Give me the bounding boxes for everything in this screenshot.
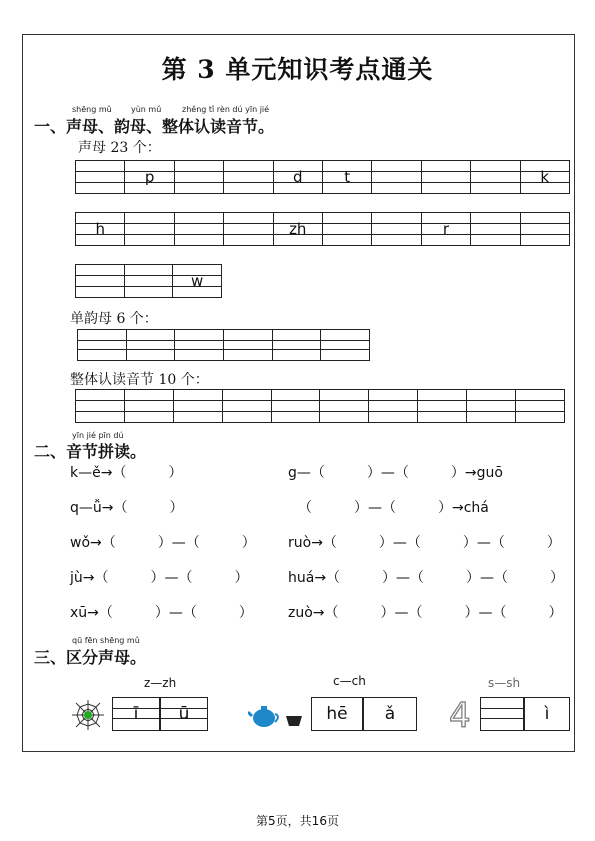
grid-cell bbox=[175, 330, 224, 361]
box-2a-text: hē bbox=[326, 704, 348, 724]
pair-s-sh: s—sh bbox=[488, 676, 521, 690]
grid-cell bbox=[322, 213, 371, 246]
grid-cell-letter: d bbox=[292, 168, 303, 186]
page-title: 第 3 单元知识考点通关 bbox=[161, 55, 434, 84]
grid-cell bbox=[372, 213, 421, 246]
grid-cell bbox=[272, 330, 321, 361]
box-1b-text: ū bbox=[178, 704, 190, 724]
grid-cell bbox=[322, 161, 371, 194]
exercise-left-4: jù→（ ）—（ ） bbox=[70, 570, 249, 586]
exercise-left-3: wǒ→（ ）—（ ） bbox=[70, 535, 256, 551]
consonant-grid-row1 bbox=[75, 160, 570, 194]
section1-heading bbox=[34, 114, 274, 137]
pair-z-zh: z—zh bbox=[144, 676, 177, 690]
page-footer: 第5页，共16页 bbox=[256, 814, 339, 828]
exercise-right-5: zuò→（ ）—（ ）—（ ） bbox=[288, 605, 563, 621]
exercise-right-1: g—（ ）—（ ）→guō bbox=[288, 465, 503, 481]
grid-cell bbox=[273, 213, 322, 246]
exercise-left-2: q—ǚ→（ ） bbox=[70, 500, 184, 516]
grid-cell bbox=[421, 161, 470, 194]
section1-text: 声母、韵母、整体认读音节。 bbox=[66, 117, 275, 136]
grid-cell bbox=[471, 213, 520, 246]
grid-cell-letter: zh bbox=[289, 220, 307, 238]
grid-cell bbox=[471, 161, 520, 194]
grid-cell bbox=[76, 265, 125, 298]
section2-text: 音节拼读。 bbox=[66, 442, 147, 461]
grid-cell bbox=[76, 213, 125, 246]
grid-cell bbox=[173, 390, 222, 423]
grid-cell-letter: k bbox=[540, 168, 550, 186]
pinyin-zhengti: zhěng tǐ rèn dú yīn jié bbox=[182, 105, 270, 114]
grid-cell bbox=[174, 213, 223, 246]
box-2b-text: ǎ bbox=[384, 704, 396, 724]
section2-number: 二、 bbox=[34, 442, 67, 461]
pinyin-shengmu: shēng mǔ bbox=[72, 105, 112, 114]
vowel-grid bbox=[77, 329, 370, 361]
section3-text: 区分声母。 bbox=[66, 648, 147, 667]
pair-c-ch: c—ch bbox=[333, 674, 366, 688]
section3-number: 三、 bbox=[34, 648, 67, 667]
grid-cell bbox=[421, 213, 470, 246]
grid-cell bbox=[320, 390, 369, 423]
grid-cell bbox=[224, 161, 273, 194]
box-3b-text: ì bbox=[544, 704, 550, 724]
grid-cell bbox=[76, 161, 125, 194]
exercise-left-5: xū→（ ）—（ ） bbox=[70, 605, 253, 621]
pinyin-yunmu: yùn mǔ bbox=[131, 105, 162, 114]
vowels-label: 单韵母 6 个： bbox=[70, 311, 158, 327]
grid-cell-letter: h bbox=[95, 220, 105, 238]
grid-cell-letter: r bbox=[442, 220, 450, 238]
grid-cell bbox=[174, 161, 223, 194]
answer-box-2b bbox=[363, 697, 417, 731]
exercise-right-4: huá→（ ）—（ ）—（ ） bbox=[288, 570, 565, 586]
grid-cell bbox=[520, 161, 569, 194]
grid-cell bbox=[418, 390, 467, 423]
whole-syllables-label: 整体认读音节 10 个： bbox=[70, 372, 209, 388]
answer-box-1a bbox=[112, 697, 160, 731]
grid-cell bbox=[125, 161, 174, 194]
grid-cell bbox=[126, 330, 175, 361]
grid-cell bbox=[372, 161, 421, 194]
answer-box-3a bbox=[480, 697, 524, 731]
answer-box-2a bbox=[311, 697, 363, 731]
grid-cell bbox=[369, 390, 418, 423]
consonants-label: 声母 23 个： bbox=[78, 140, 161, 156]
spider-web-icon bbox=[70, 698, 106, 732]
pinyin-qufen: qū fēn shēng mǔ bbox=[72, 636, 140, 645]
exercise-right-2: （ ）—（ ）→chá bbox=[298, 500, 489, 516]
grid-cell bbox=[223, 330, 272, 361]
grid-cell-letter: p bbox=[144, 168, 155, 186]
grid-cell bbox=[321, 330, 370, 361]
teapot-icon bbox=[248, 702, 306, 730]
section3-heading bbox=[34, 645, 146, 668]
exercise-left-1: k—ě→（ ） bbox=[70, 465, 183, 481]
grid-cell bbox=[124, 390, 173, 423]
grid-cell bbox=[78, 330, 127, 361]
grid-cell bbox=[173, 265, 222, 298]
grid-cell bbox=[273, 161, 322, 194]
answer-box-1b bbox=[160, 697, 208, 731]
digit-four: 4 bbox=[449, 696, 471, 736]
section2-heading bbox=[34, 439, 146, 462]
grid-cell bbox=[124, 265, 173, 298]
grid-cell bbox=[76, 390, 125, 423]
answer-box-3b bbox=[524, 697, 570, 731]
consonant-grid-row2 bbox=[75, 212, 570, 246]
section1-number: 一、 bbox=[34, 117, 67, 136]
exercise-right-3: ruò→（ ）—（ ）—（ ） bbox=[288, 535, 561, 551]
grid-cell-letter: w bbox=[191, 272, 204, 290]
grid-cell bbox=[222, 390, 271, 423]
grid-cell-letter: t bbox=[344, 168, 351, 186]
grid-cell bbox=[516, 390, 565, 423]
pinyin-yinjie: yīn jié pīn dú bbox=[72, 431, 124, 440]
grid-cell bbox=[467, 390, 516, 423]
whole-syllable-grid bbox=[75, 389, 565, 423]
grid-cell bbox=[125, 213, 174, 246]
consonant-grid-row3 bbox=[75, 264, 222, 298]
grid-cell bbox=[520, 213, 569, 246]
grid-cell bbox=[271, 390, 320, 423]
grid-cell bbox=[224, 213, 273, 246]
box-1a-text: ī bbox=[133, 704, 139, 724]
